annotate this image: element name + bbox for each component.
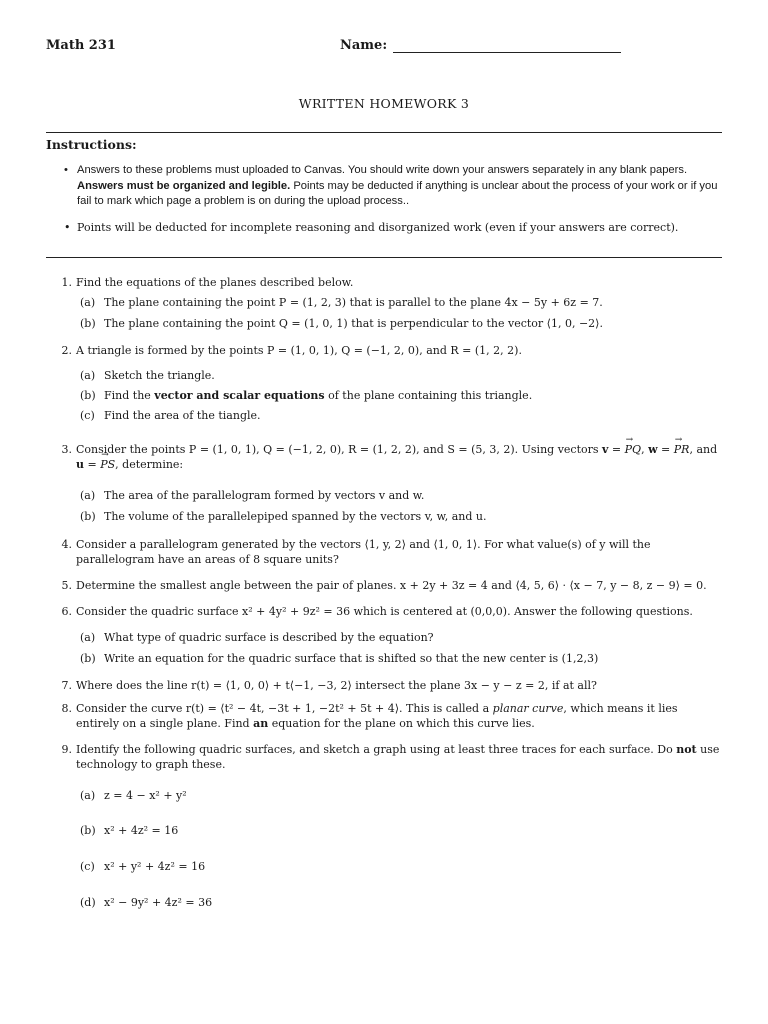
q6-part-b: (b) Write an equation for the quadric surface that is shifted so that the new center is (1,2,3) xyxy=(80,652,599,665)
q2-part-a: (a) Sketch the triangle. xyxy=(80,369,215,382)
q2-part-b: (b) Find the vector and scalar equations of the plane containing this triangle. xyxy=(80,389,533,402)
bullet-dot: • xyxy=(64,221,71,234)
name-blank-line[interactable] xyxy=(393,40,621,53)
bullet-1-text: Answers to these problems must uploaded to Canvas. You should write down your answers separately in any blank papers. xyxy=(77,164,688,176)
q9-part-c: (c) x² + y² + 4z² = 16 xyxy=(80,860,206,873)
question-number: 1. xyxy=(61,276,72,289)
italic-term: planar curve xyxy=(492,702,564,715)
bullet-dot: • xyxy=(64,164,68,176)
q1-part-b: (b) The plane containing the point Q = (1, 0, 1) that is perpendicular to the vector ⟨1, 0, −2⟩. xyxy=(80,317,603,330)
q6-part-a: (a) What type of quadric surface is described by the equation? xyxy=(80,631,434,644)
vector-ps: → PS xyxy=(100,457,115,472)
instructions-bottom-rule xyxy=(46,257,722,258)
q3-part-b: (b) The volume of the parallelepiped spanned by the vectors v, w, and u. xyxy=(80,510,487,523)
question-text: Consider the points P = (1, 0, 1), Q = (−1, 2, 0), R = (1, 2, 2), and S = (5, 3, 2). Using vectors v = → PQ, w = → PR, and u = → PS, determine: xyxy=(76,442,724,472)
instruction-bullet-2 xyxy=(64,220,724,236)
question-text: Determine the smallest angle between the pair of planes. x + 2y + 3z = 4 and ⟨4, 5, 6⟩ · ⟨x − 7, y − 8, z − 9⟩ = 0. xyxy=(76,579,707,592)
bullet-1-bold: Answers must be organized and legible. xyxy=(77,179,291,192)
bold-phrase: vector and scalar equations xyxy=(154,389,325,402)
vector-pq: → PQ xyxy=(625,442,641,457)
bullet-1-rest: Points may be deducted if anything is unclear about the process of your work or if you fail to mark which page a problem is on during the upload process.. xyxy=(77,179,718,207)
q3-part-a: (a) The area of the parallelogram formed by vectors v and w. xyxy=(80,489,425,502)
q1-part-a: (a) The plane containing the point P = (1, 2, 3) that is parallel to the plane 4x − 5y + 6z = 7. xyxy=(80,296,603,309)
name-field xyxy=(340,38,621,53)
course-label: Math 231 xyxy=(46,38,116,53)
bullet-2-text: Points will be deducted for incomplete reasoning and disorganized work (even if your answers are correct). xyxy=(77,221,679,234)
question-text: Consider a parallelogram generated by the vectors ⟨1, y, 2⟩ and ⟨1, 0, 1⟩. For what value(s) of y will the parallelogram have an areas of 8 square units? xyxy=(76,538,651,566)
q9-part-b: (b) x² + 4z² = 16 xyxy=(80,824,179,837)
question-text: Find the equations of the planes described below. xyxy=(76,276,354,289)
part-text: The plane containing the point P = (1, 2, 3) that is parallel to the plane 4x − 5y + 6z = 7. xyxy=(104,296,603,309)
q9-part-d: (d) x² − 9y² + 4z² = 36 xyxy=(80,896,213,909)
page-title: WRITTEN HOMEWORK 3 xyxy=(298,96,470,111)
q9-part-a: (a) z = 4 − x² + y² xyxy=(80,789,187,802)
vector-pr: → PR xyxy=(674,442,690,457)
part-text: The plane containing the point Q = (1, 0, 1) that is perpendicular to the vector ⟨1, 0, −2⟩. xyxy=(104,317,603,330)
top-rule xyxy=(46,132,722,133)
question-text: Consider the curve r(t) = ⟨t² − 4t, −3t + 1, −2t² + 5t + 4⟩. This is called a planar curve, which means it lies entirely on a single plane. Find an equation for the plane on which this curve lies. xyxy=(76,702,678,730)
question-text: A triangle is formed by the points P = (1, 0, 1), Q = (−1, 2, 0), and R = (1, 2, 2). xyxy=(76,344,522,357)
question-text: Identify the following quadric surfaces, and sketch a graph using at least three traces for each surface. Do not use technology to graph these. xyxy=(76,743,720,771)
name-label: Name: xyxy=(340,38,388,53)
question-text: Consider the quadric surface x² + 4y² + 9z² = 36 which is centered at (0,0,0). Answer the following questions. xyxy=(76,605,693,618)
instructions-heading: Instructions: xyxy=(46,137,137,152)
instruction-bullet-1 xyxy=(64,163,724,210)
question-text: Where does the line r(t) = ⟨1, 0, 0⟩ + t⟨−1, −3, 2⟩ intersect the plane 3x − y − z = 2, if at all? xyxy=(76,679,597,692)
q2-part-c: (c) Find the area of the tiangle. xyxy=(80,409,261,422)
